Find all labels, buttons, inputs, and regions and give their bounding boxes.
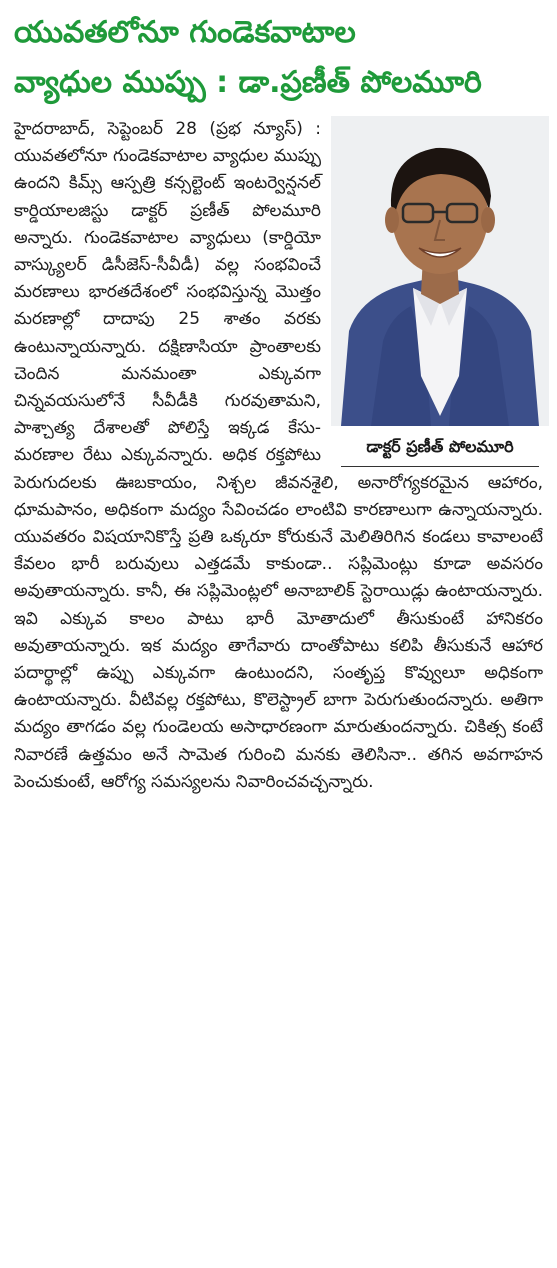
- doctor-photo: [331, 116, 549, 426]
- portrait-illustration: [331, 116, 549, 426]
- article-paragraph: యువతలోనూ గుండెకవాటాల వ్యాధుల ముప్పు ఉందని కిమ్స్ ఆస్పత్రి కన్సల్టెంట్ ఇంటర్వెన్షనల్ కార్డియాలజిస్టు డాక్టర్ ప్రణీత్ పోలమూరి అన్నారు. గుండెకవాటాల వ్యాధులు (కార్డియో వాస్క్యులర్ డిసీజెస్-సీవీడీ) వల్ల సంభవించే మరణాలు భారతదేశంలో సంభవిస్తున్న మొత్తం మరణాల్లో దాదాపు 25 శాతం వరకు ఉంటున్నాయన్నారు. దక్షిణాసియా ప్రాంతాలకు చెందిన మనమంతా ఎక్కువగా చిన్నవయసులోనే సీవీడీకి గురవుతామని, పాశ్చాత్య దేశాలతో పోలిస్తే ఇక్కడ కేసు-మరణాల రేటు ఎక్కువన్నారు. అధిక రక్తపోటు పెరుగుదలకు ఊబకాయం, నిశ్చల జీవనశైలి, అనారోగ్యకరమైన ఆహారం, ధూమపానం, అధికంగా మద్యం సేవించడం లాంటివి కారణాలుగా ఉన్నాయన్నారు. యువతరం విషయానికొస్తే ప్రతి ఒక్కరూ కోరుకునే మెలితిరిగిన కండలు కావాలంటే కేవలం భారీ బరువులు ఎత్తడమే కాకుండా.. సప్లిమెంట్లు కూడా అవసరం అవుతాయన్నారు. కానీ, ఈ సప్లిమెంట్లలో అనాబాలిక్ స్టెరాయిడ్లు ఉంటాయన్నారు. ఇవి ఎక్కువ కాలం పాటు భారీ మోతాదులో తీసుకుంటే హానికరం అవుతాయన్నారు. ఇక మద్యం తాగేవారు దాంతోపాటు కలిపి తీసుకునే ఆహార పదార్థాల్లో ఉప్పు ఎక్కువగా ఉంటుందని, సంతృప్త కొవ్వులూ అధికంగా ఉంటాయన్నారు. వీటివల్ల రక్తపోటు, కొలెస్ట్రాల్ బాగా పెరుగుతుందన్నారు. అతిగా మద్యం తాగడం వల్ల గుండెలయ అసాధారణంగా మారుతుందన్నారు. చికిత్స కంటే నివారణే ఉత్తమం అనే సామెత గురించి మనకు తెలిసినా.. తగిన అవగాహన పెంచుకుంటే, ఆరోగ్య సమస్యలను నివారించవచ్చన్నారు.: [14, 146, 543, 792]
- headline-line-2: వ్యాధుల ముప్పు : డా.ప్రణీత్ పోలమూరి: [14, 65, 482, 100]
- article-body: [14, 116, 543, 796]
- headline: [14, 0, 543, 108]
- headline-line-1: యువతలోనూ గుండెకవాటాల: [14, 15, 356, 50]
- photo-caption: డాక్టర్ ప్రణీత్ పోలమూరి: [341, 426, 539, 467]
- dateline: హైదరాబాద్, సెప్టెంబర్ 28 (ప్రభ న్యూస్) :: [14, 119, 321, 139]
- photo-box: [331, 116, 549, 467]
